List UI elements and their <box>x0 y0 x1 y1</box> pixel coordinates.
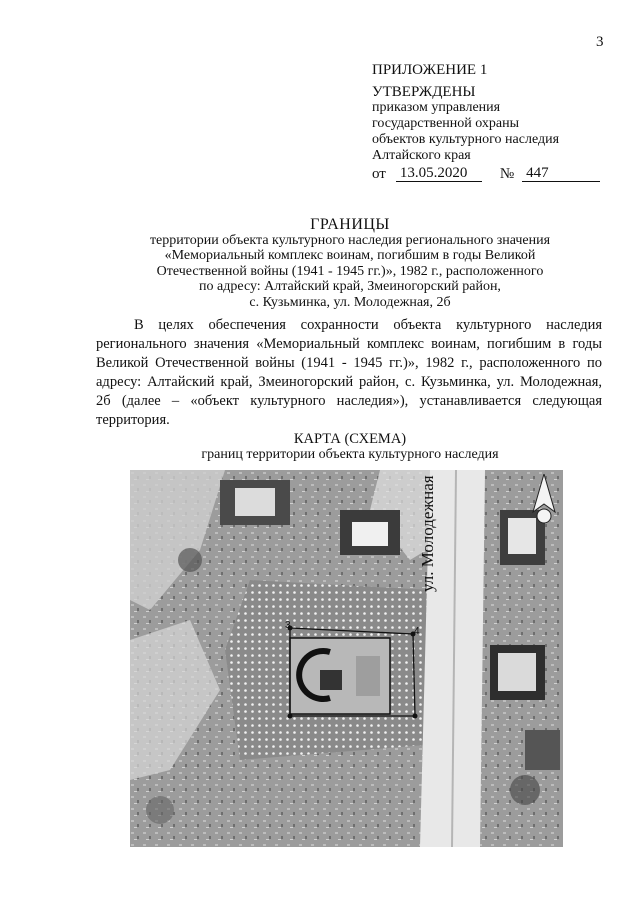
heading-line: территории объекта культурного наследия регионального значения <box>149 232 551 248</box>
page-number: 3 <box>596 34 604 50</box>
approval-line: Алтайского края <box>372 148 471 163</box>
street-label: ул. Молодежная <box>418 475 437 592</box>
heading-line: Отечественной войны (1941 - 1945 гг.)», 1982 г., расположенного <box>156 263 544 279</box>
heading-line: «Мемориальный комплекс воинам, погибшим в годы Великой <box>164 248 536 263</box>
document-title: ГРАНИЦЫ <box>310 216 390 233</box>
order-date: 13.05.2020 <box>396 165 482 182</box>
map-subheading: границ территории объекта культурного наследия <box>201 447 499 462</box>
aerial-map <box>130 470 563 847</box>
order-row <box>372 165 622 182</box>
north-arrow-icon <box>531 474 557 524</box>
approval-line: объектов культурного наследия <box>372 132 560 147</box>
boundary-point-label: 4 <box>414 626 420 637</box>
approved-label: УТВЕРЖДЕНЫ <box>372 84 476 100</box>
heading-line: по адресу: Алтайский край, Змеиногорский район, <box>199 279 501 294</box>
body-paragraph: В целях обеспечения сохранности объекта культурного наследия регионального значения «Мемориальный комплекс воинам, погибшим в годы Великой Отечественной войны (1941 - 1945 гг.)», 1982 г., расположенного по адресу: Алтайский край, Змеиногорский район, с. Кузьминка, ул. Молодежная, 2б (далее – «объект культурного наследия»), устанавливается следующая территория. <box>96 317 602 428</box>
map-heading: КАРТА (СХЕМА) <box>293 431 407 447</box>
number-prefix: № <box>499 166 515 182</box>
date-prefix: от <box>372 166 386 182</box>
approval-line: государственной охраны <box>372 116 520 131</box>
map-title <box>100 432 600 462</box>
heading-line: с. Кузьминка, ул. Молодежная, 2б <box>249 294 451 310</box>
order-number: 447 <box>522 165 600 182</box>
approval-block <box>372 62 622 182</box>
boundary-point-label: 3 <box>285 620 291 631</box>
approval-line: приказом управления <box>372 100 501 115</box>
appendix-label: ПРИЛОЖЕНИЕ 1 <box>372 62 488 78</box>
document-heading <box>100 217 600 310</box>
aerial-map-image <box>130 470 563 847</box>
